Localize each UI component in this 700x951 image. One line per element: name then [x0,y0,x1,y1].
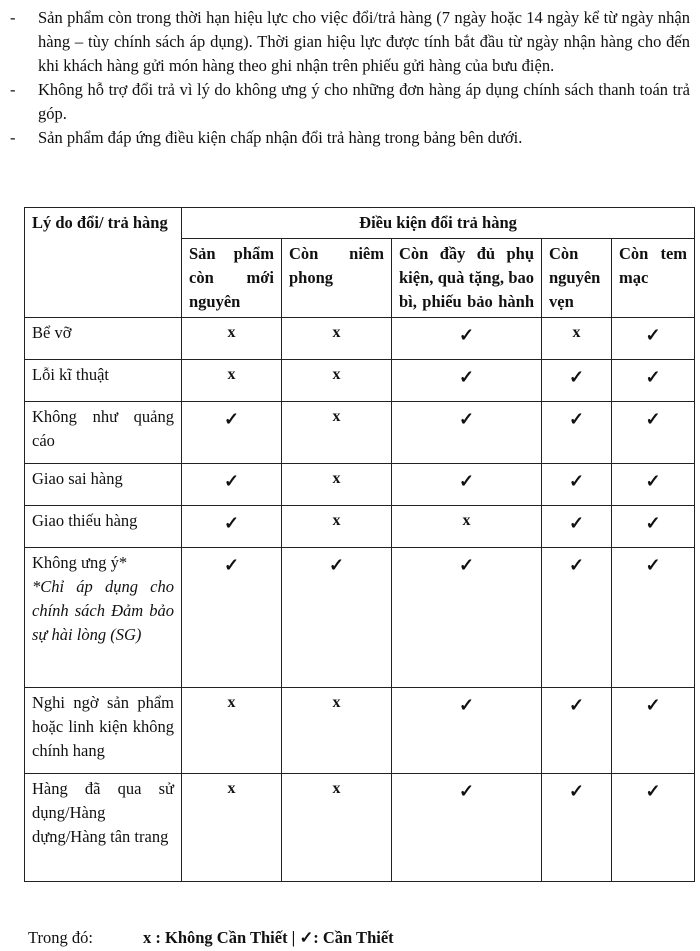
check-icon: ✓ [392,402,542,464]
table-row [25,774,695,882]
x-mark: x [392,506,542,548]
column-header-accessories: Còn đầy đủ phụ kiện, quà tặng, bao bì, phiếu bảo hành [392,239,542,318]
reason-cell [25,506,182,548]
check-icon: ✓ [392,464,542,506]
legend-text: x : Không Cần Thiết | ✓: Cần Thiết [143,928,394,947]
x-mark: x [282,402,392,464]
table-row [25,318,695,360]
check-icon: ✓ [542,506,612,548]
bullet-marker: - [10,128,16,147]
reason-cell [25,464,182,506]
reason-column-header: Lý do đổi/ trả hàng [25,208,182,318]
table-row [25,464,695,506]
reason-text: Không ưng ý* [32,553,128,572]
reason-cell [25,774,182,882]
reason-text: Giao thiếu hàng [32,511,138,530]
table-row [25,688,695,774]
x-mark: x [282,360,392,402]
x-mark: x [542,318,612,360]
check-icon: ✓ [392,318,542,360]
reason-cell [25,548,182,688]
bullet-text: Không hỗ trợ đổi trả vì lý do không ưng ý cho những đơn hàng áp dụng chính sách thanh toán trả góp. [38,80,690,123]
x-mark: x [182,360,282,402]
conditions-bullet-list [10,6,690,150]
x-mark: x [282,688,392,774]
table-row [25,402,695,464]
check-icon: ✓ [542,360,612,402]
reason-text: Nghi ngờ sản phẩm hoặc linh kiện không chính hang [32,693,174,760]
x-mark: x [282,318,392,360]
check-icon: ✓ [182,506,282,548]
check-icon: ✓ [542,688,612,774]
reason-text: Hàng đã qua sử dụng/Hàng dựng/Hàng tân trang [32,779,174,846]
bullet-marker: - [10,80,16,99]
check-icon: ✓ [612,506,695,548]
table-header-row [25,208,695,239]
bullet-text: Sản phẩm đáp ứng điều kiện chấp nhận đổi trả hàng trong bảng bên dưới. [38,128,523,147]
check-icon: ✓ [392,688,542,774]
legend-footer [28,927,394,949]
bullet-text: Sản phẩm còn trong thời hạn hiệu lực cho việc đổi/trả hàng (7 ngày hoặc 14 ngày kể từ ngày nhận hàng – tùy chính sách áp dụng). Thời gian hiệu lực được tính bắt đầu từ ngày nhận hàng cho đến khi khách hàng gửi món hàng theo ghi nhận trên phiếu gửi hàng của bưu điện. [38,8,690,75]
table-row [25,506,695,548]
check-icon: ✓ [392,774,542,882]
legend-label: Trong đó: [28,928,93,947]
check-icon: ✓ [612,360,695,402]
check-icon: ✓ [612,774,695,882]
reason-cell [25,318,182,360]
table-row [25,360,695,402]
x-mark: x [182,774,282,882]
x-mark: x [182,318,282,360]
bullet-marker: - [10,8,16,27]
reason-text: Lỗi kĩ thuật [32,365,109,384]
check-icon: ✓ [612,688,695,774]
check-icon: ✓ [612,402,695,464]
reason-cell [25,402,182,464]
check-icon: ✓ [612,548,695,688]
return-conditions-table [24,207,695,882]
column-header-sealed: Còn niêm phong [282,239,392,318]
reason-cell [25,688,182,774]
column-header-intact: Còn nguyên vẹn [542,239,612,318]
reason-note: *Chỉ áp dụng cho chính sách Đảm bảo sự hài lòng (SG) [32,577,174,644]
check-icon: ✓ [542,464,612,506]
check-icon: ✓ [612,464,695,506]
reason-text: Không như quảng cáo [32,407,174,450]
x-mark: x [282,506,392,548]
check-icon: ✓ [392,548,542,688]
bullet-item [10,78,690,126]
x-mark: x [282,774,392,882]
reason-text: Bể vỡ [32,323,72,342]
bullet-item [10,126,690,150]
check-icon: ✓ [182,548,282,688]
check-icon: ✓ [612,318,695,360]
check-icon: ✓ [542,402,612,464]
check-icon: ✓ [182,402,282,464]
x-mark: x [182,688,282,774]
x-mark: x [282,464,392,506]
column-header-label: Còn tem mạc [612,239,695,318]
check-icon: ✓ [542,548,612,688]
check-icon: ✓ [392,360,542,402]
check-icon: ✓ [542,774,612,882]
column-header-new: Sản phẩm còn mới nguyên [182,239,282,318]
table-row [25,548,695,688]
check-icon: ✓ [182,464,282,506]
check-icon: ✓ [282,548,392,688]
bullet-item [10,6,690,78]
reason-cell [25,360,182,402]
reason-text: Giao sai hàng [32,469,123,488]
conditions-group-header: Điều kiện đổi trả hàng [182,208,695,239]
